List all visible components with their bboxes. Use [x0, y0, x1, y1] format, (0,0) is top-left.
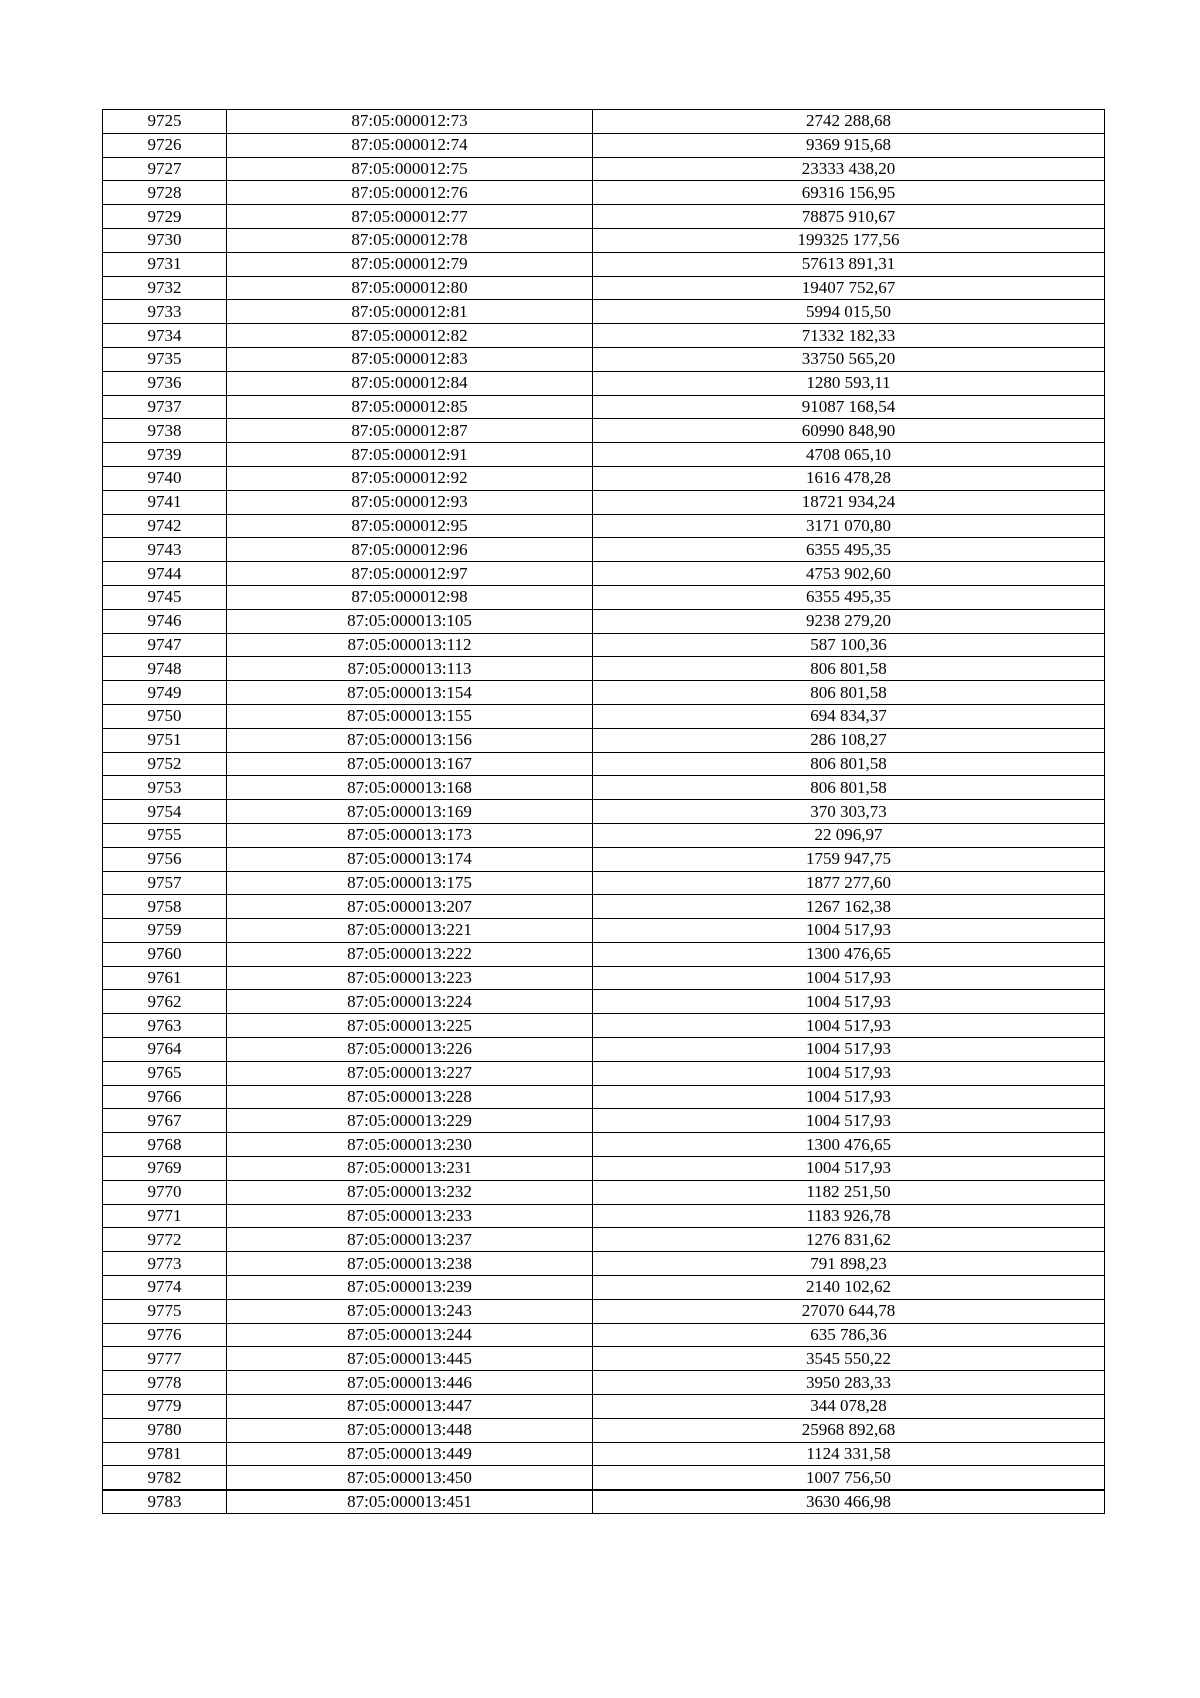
row-number-cell: 9747 — [103, 633, 227, 657]
value-cell: 1004 517,93 — [593, 1014, 1105, 1038]
cadastral-number-cell: 87:05:000013:113 — [227, 657, 593, 681]
cadastral-value-table — [102, 109, 1105, 1514]
table-row — [103, 585, 1105, 609]
cadastral-number-cell: 87:05:000013:447 — [227, 1395, 593, 1419]
table-row — [103, 1299, 1105, 1323]
row-number-cell: 9752 — [103, 752, 227, 776]
row-number-cell: 9780 — [103, 1418, 227, 1442]
row-number-cell: 9770 — [103, 1180, 227, 1204]
cadastral-number-cell: 87:05:000013:224 — [227, 990, 593, 1014]
table-row — [103, 538, 1105, 562]
cadastral-number-cell: 87:05:000013:105 — [227, 609, 593, 633]
row-number-cell: 9767 — [103, 1109, 227, 1133]
cadastral-number-cell: 87:05:000012:85 — [227, 395, 593, 419]
value-cell: 1300 476,65 — [593, 1133, 1105, 1157]
cadastral-number-cell: 87:05:000013:238 — [227, 1252, 593, 1276]
row-number-cell: 9733 — [103, 300, 227, 324]
row-number-cell: 9774 — [103, 1276, 227, 1300]
table-row — [103, 300, 1105, 324]
value-cell: 1183 926,78 — [593, 1204, 1105, 1228]
row-number-cell: 9726 — [103, 133, 227, 157]
cadastral-number-cell: 87:05:000012:84 — [227, 371, 593, 395]
table-row — [103, 252, 1105, 276]
value-cell: 806 801,58 — [593, 776, 1105, 800]
cadastral-number-cell: 87:05:000012:80 — [227, 276, 593, 300]
cadastral-number-cell: 87:05:000013:156 — [227, 728, 593, 752]
row-number-cell: 9741 — [103, 490, 227, 514]
row-number-cell: 9751 — [103, 728, 227, 752]
row-number-cell: 9773 — [103, 1252, 227, 1276]
value-cell: 587 100,36 — [593, 633, 1105, 657]
row-number-cell: 9743 — [103, 538, 227, 562]
table-row — [103, 990, 1105, 1014]
cadastral-number-cell: 87:05:000013:244 — [227, 1323, 593, 1347]
table-row — [103, 776, 1105, 800]
value-cell: 60990 848,90 — [593, 419, 1105, 443]
table-row — [103, 228, 1105, 252]
cadastral-number-cell: 87:05:000013:239 — [227, 1276, 593, 1300]
row-number-cell: 9736 — [103, 371, 227, 395]
table-row — [103, 324, 1105, 348]
table-row — [103, 895, 1105, 919]
row-number-cell: 9757 — [103, 871, 227, 895]
table-row — [103, 1418, 1105, 1442]
table-row — [103, 657, 1105, 681]
row-number-cell: 9761 — [103, 966, 227, 990]
value-cell: 3545 550,22 — [593, 1347, 1105, 1371]
value-cell: 344 078,28 — [593, 1395, 1105, 1419]
table-row — [103, 633, 1105, 657]
row-number-cell: 9735 — [103, 347, 227, 371]
cadastral-number-cell: 87:05:000013:450 — [227, 1466, 593, 1490]
value-cell: 1004 517,93 — [593, 990, 1105, 1014]
value-cell: 1759 947,75 — [593, 847, 1105, 871]
value-cell: 1267 162,38 — [593, 895, 1105, 919]
cadastral-number-cell: 87:05:000013:112 — [227, 633, 593, 657]
cadastral-number-cell: 87:05:000012:91 — [227, 443, 593, 467]
cadastral-number-cell: 87:05:000013:227 — [227, 1061, 593, 1085]
row-number-cell: 9750 — [103, 704, 227, 728]
table-row — [103, 181, 1105, 205]
row-number-cell: 9781 — [103, 1442, 227, 1466]
value-cell: 6355 495,35 — [593, 585, 1105, 609]
value-cell: 23333 438,20 — [593, 157, 1105, 181]
value-cell: 1007 756,50 — [593, 1466, 1105, 1490]
value-cell: 806 801,58 — [593, 681, 1105, 705]
row-number-cell: 9758 — [103, 895, 227, 919]
row-number-cell: 9738 — [103, 419, 227, 443]
value-cell: 1300 476,65 — [593, 942, 1105, 966]
table-row — [103, 276, 1105, 300]
value-cell: 1004 517,93 — [593, 1038, 1105, 1062]
row-number-cell: 9762 — [103, 990, 227, 1014]
value-cell: 1004 517,93 — [593, 966, 1105, 990]
cadastral-number-cell: 87:05:000012:97 — [227, 562, 593, 586]
cadastral-number-cell: 87:05:000013:448 — [227, 1418, 593, 1442]
cadastral-number-cell: 87:05:000013:221 — [227, 919, 593, 943]
value-cell: 1280 593,11 — [593, 371, 1105, 395]
row-number-cell: 9775 — [103, 1299, 227, 1323]
cadastral-number-cell: 87:05:000012:78 — [227, 228, 593, 252]
table-row — [103, 1133, 1105, 1157]
cadastral-number-cell: 87:05:000012:96 — [227, 538, 593, 562]
value-cell: 806 801,58 — [593, 752, 1105, 776]
table-row — [103, 133, 1105, 157]
value-cell: 9238 279,20 — [593, 609, 1105, 633]
row-number-cell: 9728 — [103, 181, 227, 205]
table-row — [103, 562, 1105, 586]
row-number-cell: 9745 — [103, 585, 227, 609]
value-cell: 4708 065,10 — [593, 443, 1105, 467]
row-number-cell: 9765 — [103, 1061, 227, 1085]
value-cell: 3630 466,98 — [593, 1490, 1105, 1514]
cadastral-number-cell: 87:05:000013:445 — [227, 1347, 593, 1371]
value-cell: 1004 517,93 — [593, 1109, 1105, 1133]
cadastral-number-cell: 87:05:000013:233 — [227, 1204, 593, 1228]
value-cell: 1124 331,58 — [593, 1442, 1105, 1466]
value-cell: 1877 277,60 — [593, 871, 1105, 895]
table-row — [103, 609, 1105, 633]
table-row — [103, 443, 1105, 467]
value-cell: 6355 495,35 — [593, 538, 1105, 562]
value-cell: 3171 070,80 — [593, 514, 1105, 538]
row-number-cell: 9756 — [103, 847, 227, 871]
table-row — [103, 966, 1105, 990]
cadastral-number-cell: 87:05:000013:167 — [227, 752, 593, 776]
cadastral-number-cell: 87:05:000012:74 — [227, 133, 593, 157]
row-number-cell: 9782 — [103, 1466, 227, 1490]
value-cell: 286 108,27 — [593, 728, 1105, 752]
cadastral-number-cell: 87:05:000013:173 — [227, 823, 593, 847]
cadastral-number-cell: 87:05:000013:226 — [227, 1038, 593, 1062]
table-row — [103, 1323, 1105, 1347]
table-row — [103, 1014, 1105, 1038]
row-number-cell: 9768 — [103, 1133, 227, 1157]
table-row — [103, 157, 1105, 181]
cadastral-number-cell: 87:05:000013:168 — [227, 776, 593, 800]
cadastral-number-cell: 87:05:000013:225 — [227, 1014, 593, 1038]
table-row — [103, 1276, 1105, 1300]
cadastral-number-cell: 87:05:000013:237 — [227, 1228, 593, 1252]
table-row — [103, 466, 1105, 490]
cadastral-number-cell: 87:05:000012:82 — [227, 324, 593, 348]
row-number-cell: 9755 — [103, 823, 227, 847]
cadastral-number-cell: 87:05:000013:243 — [227, 1299, 593, 1323]
cadastral-number-cell: 87:05:000013:446 — [227, 1371, 593, 1395]
cadastral-number-cell: 87:05:000013:207 — [227, 895, 593, 919]
cadastral-number-cell: 87:05:000013:154 — [227, 681, 593, 705]
cadastral-number-cell: 87:05:000013:228 — [227, 1085, 593, 1109]
table-row — [103, 942, 1105, 966]
cadastral-number-cell: 87:05:000012:95 — [227, 514, 593, 538]
row-number-cell: 9730 — [103, 228, 227, 252]
value-cell: 5994 015,50 — [593, 300, 1105, 324]
value-cell: 2742 288,68 — [593, 110, 1105, 134]
row-number-cell: 9764 — [103, 1038, 227, 1062]
table-row — [103, 704, 1105, 728]
table-row — [103, 847, 1105, 871]
row-number-cell: 9783 — [103, 1490, 227, 1514]
table-row — [103, 1442, 1105, 1466]
cadastral-number-cell: 87:05:000012:73 — [227, 110, 593, 134]
value-cell: 1276 831,62 — [593, 1228, 1105, 1252]
table-row — [103, 419, 1105, 443]
row-number-cell: 9737 — [103, 395, 227, 419]
cadastral-number-cell: 87:05:000012:83 — [227, 347, 593, 371]
cadastral-number-cell: 87:05:000012:77 — [227, 205, 593, 229]
row-number-cell: 9779 — [103, 1395, 227, 1419]
table-row — [103, 1061, 1105, 1085]
row-number-cell: 9749 — [103, 681, 227, 705]
table-row — [103, 514, 1105, 538]
table-row — [103, 395, 1105, 419]
value-cell: 806 801,58 — [593, 657, 1105, 681]
row-number-cell: 9742 — [103, 514, 227, 538]
value-cell: 3950 283,33 — [593, 1371, 1105, 1395]
row-number-cell: 9732 — [103, 276, 227, 300]
row-number-cell: 9778 — [103, 1371, 227, 1395]
value-cell: 635 786,36 — [593, 1323, 1105, 1347]
row-number-cell: 9769 — [103, 1157, 227, 1181]
cadastral-number-cell: 87:05:000013:449 — [227, 1442, 593, 1466]
cadastral-number-cell: 87:05:000013:175 — [227, 871, 593, 895]
cadastral-number-cell: 87:05:000012:87 — [227, 419, 593, 443]
table-row — [103, 1490, 1105, 1514]
table-row — [103, 1228, 1105, 1252]
cadastral-number-cell: 87:05:000012:93 — [227, 490, 593, 514]
table-row — [103, 371, 1105, 395]
cadastral-number-cell: 87:05:000012:75 — [227, 157, 593, 181]
value-cell: 9369 915,68 — [593, 133, 1105, 157]
table-row — [103, 1038, 1105, 1062]
row-number-cell: 9739 — [103, 443, 227, 467]
table-row — [103, 1395, 1105, 1419]
table-row — [103, 800, 1105, 824]
table-row — [103, 1109, 1105, 1133]
row-number-cell: 9734 — [103, 324, 227, 348]
value-cell: 199325 177,56 — [593, 228, 1105, 252]
table-row — [103, 871, 1105, 895]
cadastral-number-cell: 87:05:000012:76 — [227, 181, 593, 205]
row-number-cell: 9729 — [103, 205, 227, 229]
table-row — [103, 1085, 1105, 1109]
value-cell: 78875 910,67 — [593, 205, 1105, 229]
cadastral-number-cell: 87:05:000013:230 — [227, 1133, 593, 1157]
value-cell: 1004 517,93 — [593, 919, 1105, 943]
value-cell: 694 834,37 — [593, 704, 1105, 728]
cadastral-number-cell: 87:05:000013:231 — [227, 1157, 593, 1181]
value-cell: 1004 517,93 — [593, 1085, 1105, 1109]
row-number-cell: 9725 — [103, 110, 227, 134]
cadastral-number-cell: 87:05:000013:222 — [227, 942, 593, 966]
value-cell: 2140 102,62 — [593, 1276, 1105, 1300]
row-number-cell: 9763 — [103, 1014, 227, 1038]
value-cell: 33750 565,20 — [593, 347, 1105, 371]
value-cell: 71332 182,33 — [593, 324, 1105, 348]
table-row — [103, 681, 1105, 705]
value-cell: 69316 156,95 — [593, 181, 1105, 205]
cadastral-number-cell: 87:05:000013:223 — [227, 966, 593, 990]
table-row — [103, 1204, 1105, 1228]
value-cell: 18721 934,24 — [593, 490, 1105, 514]
table-row — [103, 1180, 1105, 1204]
row-number-cell: 9772 — [103, 1228, 227, 1252]
value-cell: 27070 644,78 — [593, 1299, 1105, 1323]
row-number-cell: 9776 — [103, 1323, 227, 1347]
value-cell: 19407 752,67 — [593, 276, 1105, 300]
value-cell: 22 096,97 — [593, 823, 1105, 847]
cadastral-number-cell: 87:05:000013:169 — [227, 800, 593, 824]
value-cell: 1004 517,93 — [593, 1157, 1105, 1181]
value-cell: 370 303,73 — [593, 800, 1105, 824]
cadastral-number-cell: 87:05:000013:155 — [227, 704, 593, 728]
value-cell: 1616 478,28 — [593, 466, 1105, 490]
cadastral-number-cell: 87:05:000013:174 — [227, 847, 593, 871]
value-cell: 91087 168,54 — [593, 395, 1105, 419]
cadastral-number-cell: 87:05:000013:229 — [227, 1109, 593, 1133]
cadastral-number-cell: 87:05:000012:79 — [227, 252, 593, 276]
table-row — [103, 823, 1105, 847]
value-cell: 25968 892,68 — [593, 1418, 1105, 1442]
cadastral-number-cell: 87:05:000013:232 — [227, 1180, 593, 1204]
value-cell: 57613 891,31 — [593, 252, 1105, 276]
table-row — [103, 1371, 1105, 1395]
row-number-cell: 9759 — [103, 919, 227, 943]
table-row — [103, 347, 1105, 371]
table-row — [103, 1157, 1105, 1181]
row-number-cell: 9766 — [103, 1085, 227, 1109]
table-row — [103, 1466, 1105, 1490]
row-number-cell: 9777 — [103, 1347, 227, 1371]
row-number-cell: 9746 — [103, 609, 227, 633]
cadastral-number-cell: 87:05:000012:92 — [227, 466, 593, 490]
cadastral-number-cell: 87:05:000012:98 — [227, 585, 593, 609]
table-body — [103, 110, 1105, 1514]
value-cell: 1004 517,93 — [593, 1061, 1105, 1085]
table-row — [103, 728, 1105, 752]
value-cell: 1182 251,50 — [593, 1180, 1105, 1204]
table-row — [103, 1252, 1105, 1276]
row-number-cell: 9727 — [103, 157, 227, 181]
table-row — [103, 205, 1105, 229]
table-row — [103, 1347, 1105, 1371]
table-row — [103, 110, 1105, 134]
table-row — [103, 752, 1105, 776]
table-row — [103, 919, 1105, 943]
value-cell: 4753 902,60 — [593, 562, 1105, 586]
row-number-cell: 9744 — [103, 562, 227, 586]
row-number-cell: 9760 — [103, 942, 227, 966]
row-number-cell: 9754 — [103, 800, 227, 824]
cadastral-number-cell: 87:05:000012:81 — [227, 300, 593, 324]
row-number-cell: 9753 — [103, 776, 227, 800]
table-row — [103, 490, 1105, 514]
row-number-cell: 9731 — [103, 252, 227, 276]
cadastral-number-cell: 87:05:000013:451 — [227, 1490, 593, 1514]
value-cell: 791 898,23 — [593, 1252, 1105, 1276]
row-number-cell: 9748 — [103, 657, 227, 681]
row-number-cell: 9740 — [103, 466, 227, 490]
row-number-cell: 9771 — [103, 1204, 227, 1228]
